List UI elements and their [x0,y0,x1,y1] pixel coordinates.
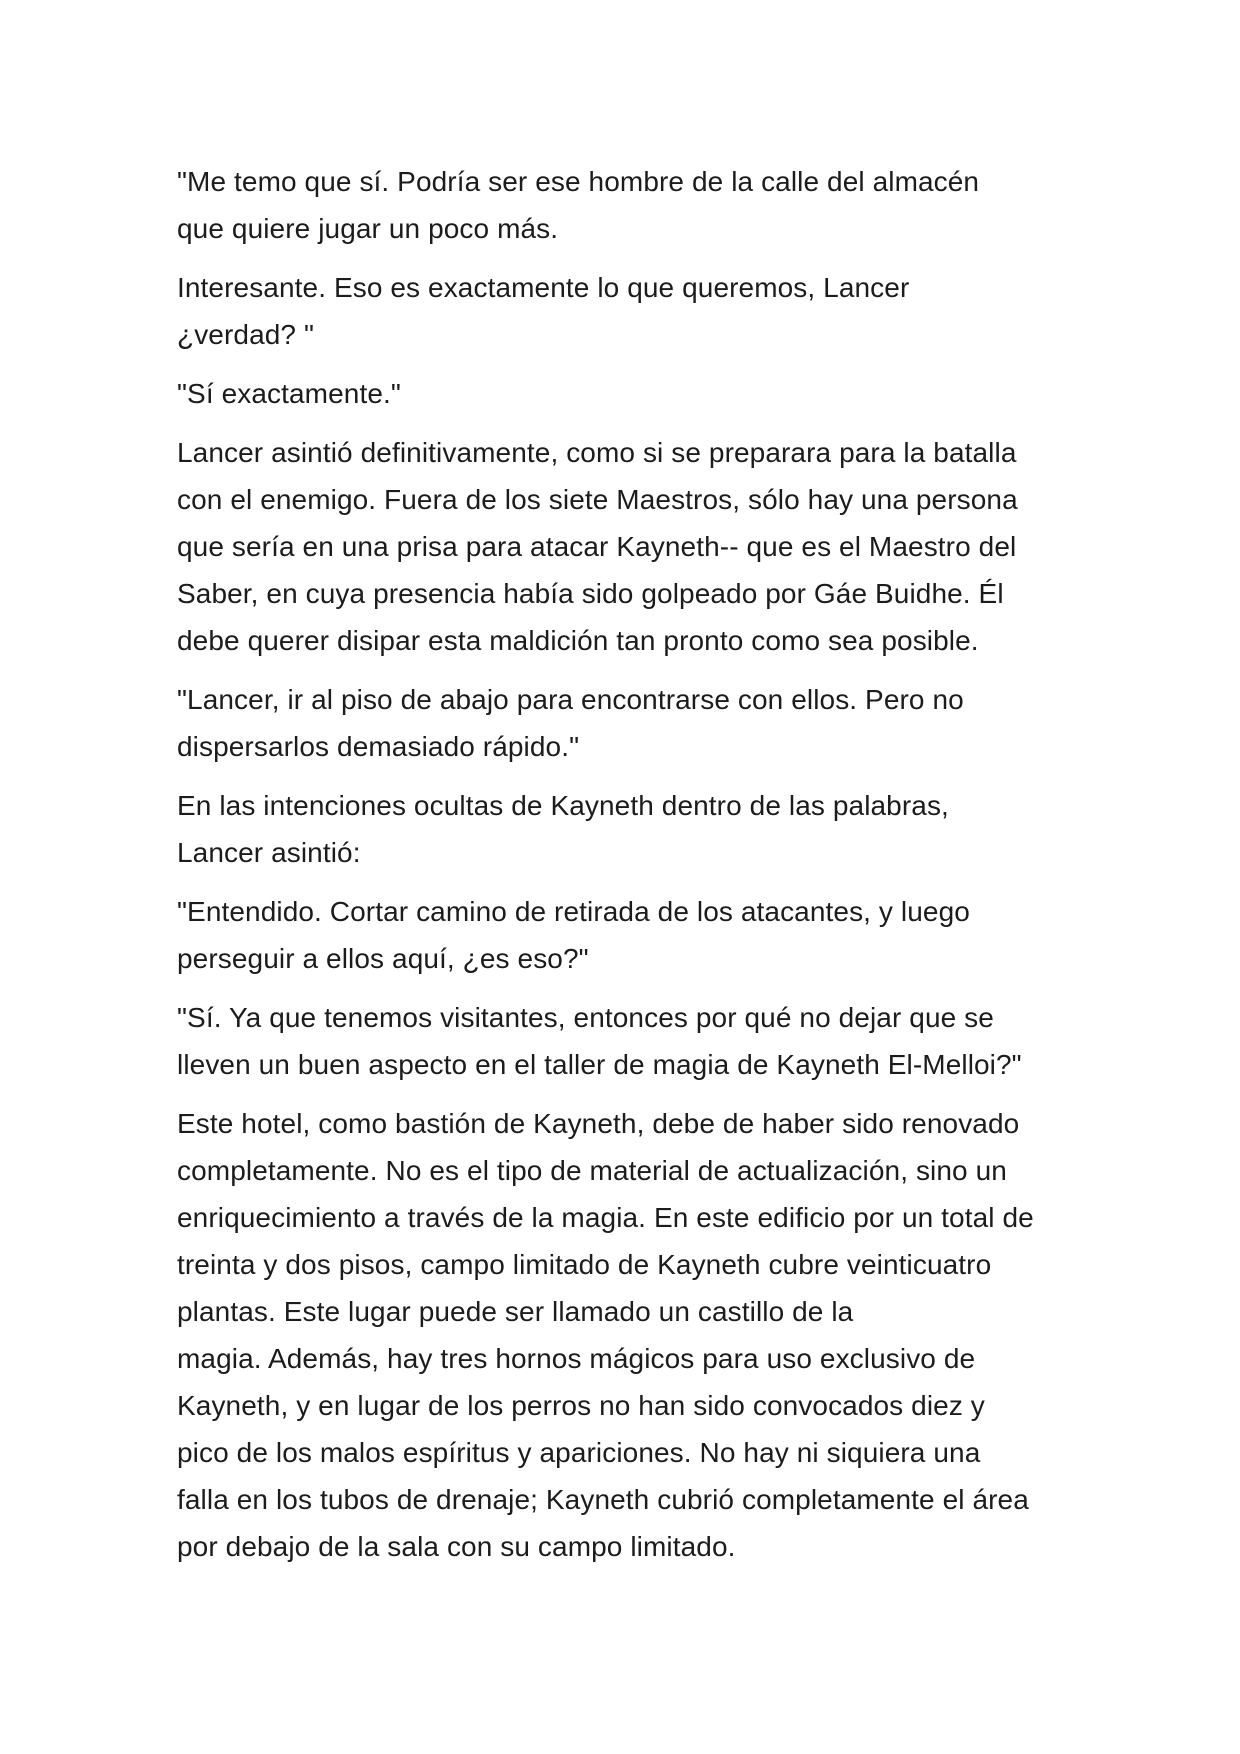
text-line: Interesante. Eso es exactamente lo que queremos, Lancer [177,272,910,303]
body-text [177,158,1077,1582]
text-line: pico de los malos espíritus y apariciones. No hay ni siquiera una [177,1437,981,1468]
text-line: "Sí exactamente." [177,378,401,409]
paragraph-8 [177,994,1077,1088]
text-line: Saber, en cuya presencia había sido golpeado por Gáe Buidhe. Él [177,578,1004,609]
text-line: Lancer asintió definitivamente, como si se preparara para la batalla [177,437,1017,468]
text-line: "Lancer, ir al piso de abajo para encontrarse con ellos. Pero no [177,684,964,715]
text-line: treinta y dos pisos, campo limitado de Kayneth cubre veinticuatro [177,1249,992,1280]
paragraph-3 [177,370,1077,417]
text-line: En las intenciones ocultas de Kayneth dentro de las palabras, [177,790,949,821]
paragraph-2 [177,264,1077,358]
paragraph-1 [177,158,1077,252]
text-line: que sería en una prisa para atacar Kayneth-- que es el Maestro del [177,531,1017,562]
text-line: "Sí. Ya que tenemos visitantes, entonces por qué no dejar que se [177,1002,994,1033]
text-line: completamente. No es el tipo de material de actualización, sino un [177,1155,1007,1186]
paragraph-9 [177,1100,1077,1570]
text-line: magia. Además, hay tres hornos mágicos para uso exclusivo de [177,1343,976,1374]
text-line: perseguir a ellos aquí, ¿es eso?" [177,943,589,974]
text-line: lleven un buen aspecto en el taller de magia de Kayneth El-Melloi?" [177,1049,1022,1080]
text-line: que quiere jugar un poco más. [177,213,559,244]
text-line: debe querer disipar esta maldición tan pronto como sea posible. [177,625,979,656]
text-line: falla en los tubos de drenaje; Kayneth cubrió completamente el área [177,1484,1029,1515]
text-line: por debajo de la sala con su campo limitado. [177,1531,736,1562]
text-line: "Me temo que sí. Podría ser ese hombre de la calle del almacén [177,166,980,197]
text-line: con el enemigo. Fuera de los siete Maestros, sólo hay una persona [177,484,1018,515]
text-line: Kayneth, y en lugar de los perros no han sido convocados diez y [177,1390,985,1421]
text-line: plantas. Este lugar puede ser llamado un castillo de la [177,1296,854,1327]
text-line: dispersarlos demasiado rápido." [177,731,580,762]
text-line: Este hotel, como bastión de Kayneth, debe de haber sido renovado [177,1108,1020,1139]
text-line: ¿verdad? " [177,319,315,350]
paragraph-6 [177,782,1077,876]
text-line: "Entendido. Cortar camino de retirada de los atacantes, y luego [177,896,970,927]
text-line: enriquecimiento a través de la magia. En este edificio por un total de [177,1202,1034,1233]
paragraph-7 [177,888,1077,982]
text-line: Lancer asintió: [177,837,361,868]
paragraph-5 [177,676,1077,770]
paragraph-4 [177,429,1077,664]
